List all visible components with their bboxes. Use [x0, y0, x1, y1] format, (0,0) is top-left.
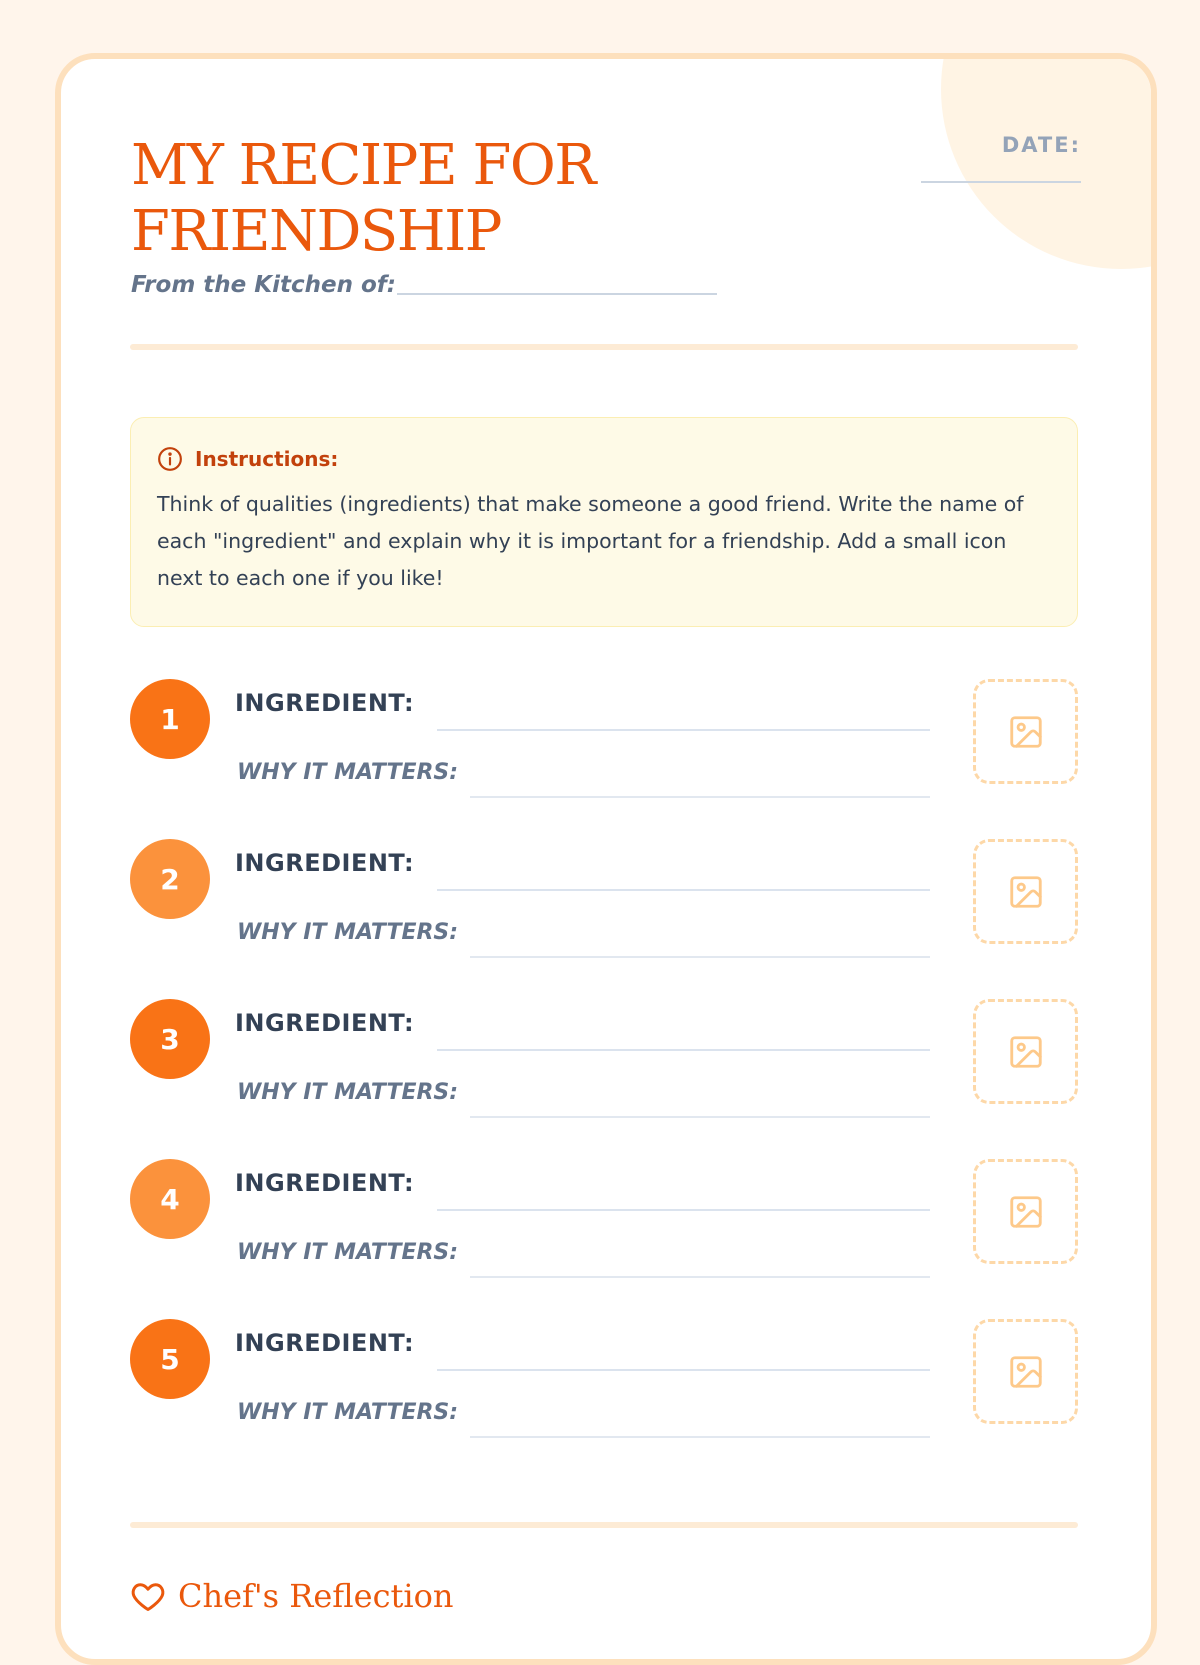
ingredient-field[interactable]	[437, 1209, 930, 1211]
ingredient-label: INGREDIENT:	[235, 689, 415, 717]
why-label: WHY IT MATTERS:	[237, 920, 459, 945]
number-badge: 2	[130, 839, 210, 919]
ingredient-row	[130, 839, 1078, 999]
date-field[interactable]	[921, 181, 1081, 183]
ingredient-label: INGREDIENT:	[235, 1169, 415, 1197]
image-icon	[1007, 1353, 1045, 1391]
heart-icon	[130, 1578, 166, 1614]
icon-placeholder[interactable]	[973, 679, 1078, 784]
ingredient-row	[130, 1319, 1078, 1479]
ingredient-field[interactable]	[437, 1369, 930, 1371]
page-title	[131, 133, 771, 265]
instructions-box	[130, 417, 1078, 627]
instructions-heading: Instructions:	[195, 447, 339, 471]
reflection-title: Chef's Reflection	[178, 1577, 454, 1615]
why-field[interactable]	[470, 1436, 930, 1438]
corner-decoration	[941, 53, 1157, 269]
why-field[interactable]	[470, 1276, 930, 1278]
kitchen-label: From the Kitchen of:	[131, 272, 396, 298]
why-field[interactable]	[470, 956, 930, 958]
ingredient-field[interactable]	[437, 1049, 930, 1051]
instructions-text: Think of qualities (ingredients) that make someone a good friend. Write the name of each "ingredient" and explain why it is important for a friendship. Add a small icon next to each one if you like!	[157, 492, 1024, 590]
why-label: WHY IT MATTERS:	[237, 1080, 459, 1105]
why-label: WHY IT MATTERS:	[237, 1240, 459, 1265]
image-icon	[1007, 713, 1045, 751]
ingredient-label: INGREDIENT:	[235, 1009, 415, 1037]
icon-placeholder[interactable]	[973, 999, 1078, 1104]
kitchen-name-field[interactable]	[397, 293, 717, 295]
date-label: DATE:	[1001, 133, 1081, 157]
why-label: WHY IT MATTERS:	[237, 760, 459, 785]
image-icon	[1007, 1033, 1045, 1071]
icon-placeholder[interactable]	[973, 1159, 1078, 1264]
ingredient-row	[130, 999, 1078, 1159]
instructions-header	[157, 446, 1051, 472]
number-badge: 1	[130, 679, 210, 759]
ingredient-row	[130, 679, 1078, 839]
icon-placeholder[interactable]	[973, 839, 1078, 944]
info-icon	[157, 446, 183, 472]
ingredient-label: INGREDIENT:	[235, 1329, 415, 1357]
image-icon	[1007, 873, 1045, 911]
title-line-2: FRIENDSHIP	[131, 199, 501, 264]
header-divider	[130, 344, 1078, 350]
title-line-1: MY RECIPE FOR	[131, 133, 595, 198]
image-icon	[1007, 1193, 1045, 1231]
number-badge: 5	[130, 1319, 210, 1399]
ingredient-field[interactable]	[437, 729, 930, 731]
reflection-heading	[130, 1577, 453, 1615]
why-field[interactable]	[470, 1116, 930, 1118]
ingredient-field[interactable]	[437, 889, 930, 891]
ingredient-row	[130, 1159, 1078, 1319]
worksheet-card	[55, 53, 1157, 1665]
section-divider	[130, 1522, 1078, 1528]
ingredient-list	[130, 679, 1078, 1479]
number-badge: 4	[130, 1159, 210, 1239]
why-label: WHY IT MATTERS:	[237, 1400, 459, 1425]
icon-placeholder[interactable]	[973, 1319, 1078, 1424]
why-field[interactable]	[470, 796, 930, 798]
number-badge: 3	[130, 999, 210, 1079]
ingredient-label: INGREDIENT:	[235, 849, 415, 877]
